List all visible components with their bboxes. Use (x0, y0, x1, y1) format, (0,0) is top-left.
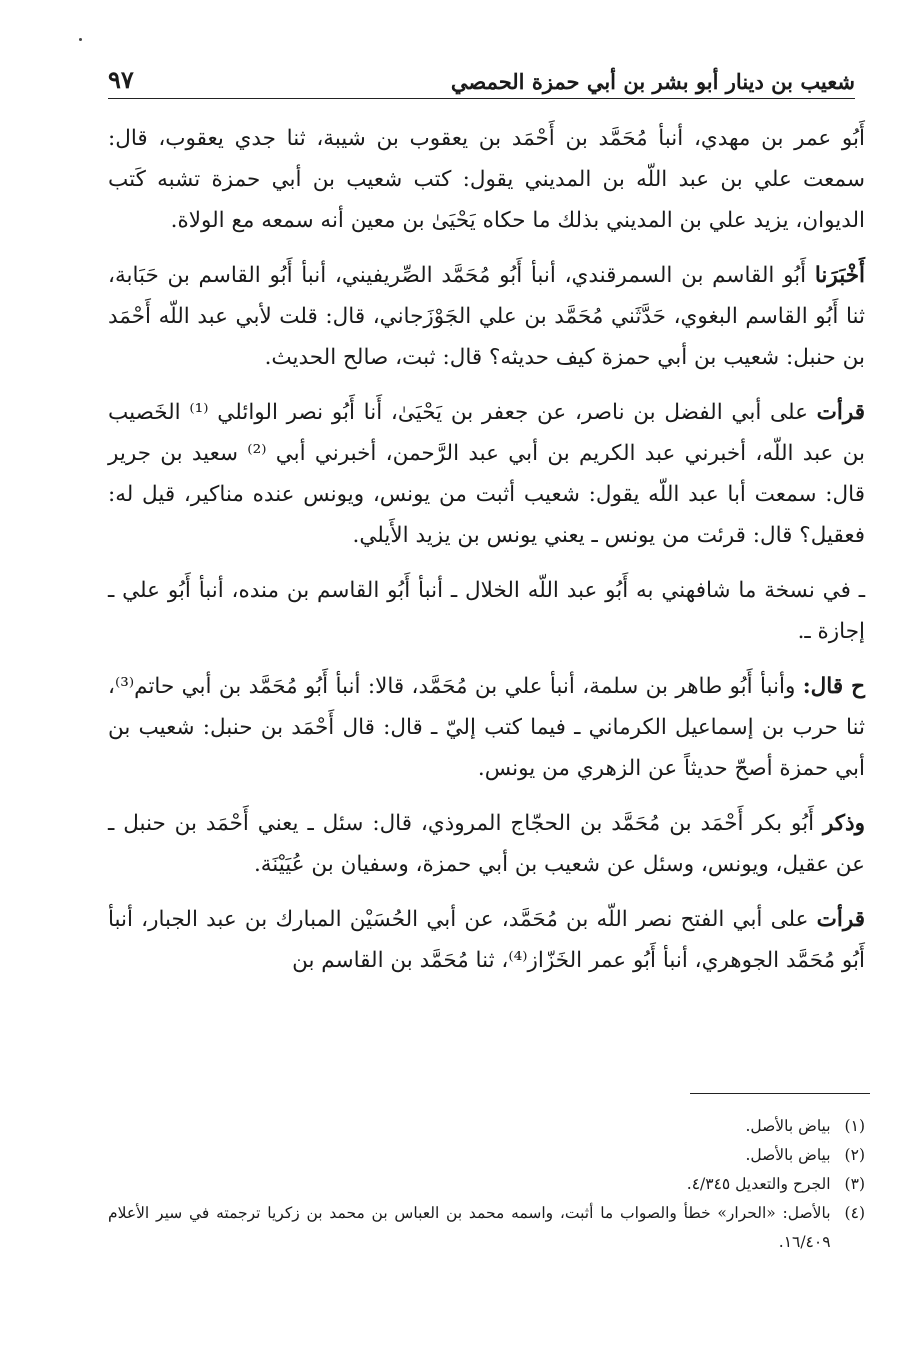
paragraph (108, 570, 865, 652)
footnote (108, 1170, 865, 1199)
paragraph (108, 392, 865, 556)
footnote (108, 1112, 865, 1141)
footnote-text: الجرح والتعديل ٤/٣٤٥. (686, 1175, 831, 1193)
footnote-text: بالأصل: «الحرار» خطأ والصواب ما أثبت، واسمه محمد بن العباس بن محمد بن زكريا ترجمته في سير الأعلام ١٦/٤٠٩. (108, 1204, 831, 1251)
paragraph-lead: ح قال: (802, 674, 865, 699)
footnote-text: بياض بالأصل. (745, 1117, 831, 1135)
paragraph (108, 666, 865, 789)
footnote-mark: (٣) (844, 1175, 865, 1193)
paragraph (108, 255, 865, 378)
main-text (108, 118, 865, 995)
paragraph (108, 899, 865, 981)
footnote (108, 1199, 865, 1257)
paragraph-text: ـ في نسخة ما شافهني به أَبُو عبد اللّه الخلال ـ أنبأ أَبُو القاسم بن منده، أنبأ أَبُو علي ـ إجازة ـ. (108, 578, 865, 644)
paragraph (108, 118, 865, 241)
paragraph (108, 803, 865, 885)
paragraph-text: على أبي الفتح نصر اللّه بن مُحَمَّد، عن أبي الحُسَيْن المبارك بن عبد الجبار، أنبأ أَبُو مُحَمَّد الجوهري، أنبأ أَبُو عمر الخَزّاز⁽⁴⁾، ثنا مُحَمَّد بن القاسم بن (108, 907, 865, 973)
footnote-mark: (٤) (844, 1204, 865, 1222)
paragraph-text: على أبي الفضل بن ناصر، عن جعفر بن يَحْيَىٰ، أَنا أَبُو نصر الوائلي ⁽¹⁾ الخَصيب بن عبد اللّه، أخبرني عبد الكريم بن أبي عبد الرَّحمن، أخبرني أبي ⁽²⁾ سعيد بن جرير قال: سمعت أبا عبد اللّه يقول: شعيب أثبت من يونس، ويونس عنده مناكير، قيل له: فعقيل؟ قال: قرئت من يونس ـ يعني يونس بن يزيد الأَيلي. (108, 400, 865, 548)
page-number: ٩٧ (108, 65, 134, 94)
paragraph-text: أَبُو بكر أَحْمَد بن مُحَمَّد بن الحجّاج المروذي، قال: سئل ـ يعني أَحْمَد بن حنبل ـ عن عقيل، ويونس، وسئل عن شعيب بن أبي حمزة، وسفيان بن عُيَيْنَة. (108, 811, 865, 877)
footnote (108, 1141, 865, 1170)
footnotes (108, 1112, 865, 1257)
paragraph-lead: أَخْبَرَنا (814, 263, 865, 288)
paragraph-lead: قرأت (816, 400, 865, 425)
page-header (108, 58, 855, 99)
paragraph-lead: قرأت (816, 907, 865, 932)
paragraph-text: وأنبأ أَبُو طاهر بن سلمة، أنبأ علي بن مُحَمَّد، قالا: أنبأ أَبُو مُحَمَّد بن أبي حاتم⁽³⁾، ثنا حرب بن إسماعيل الكرماني ـ فيما كتب إليّ ـ قال: قال أَحْمَد بن حنبل: شعيب بن أبي حمزة أصحّ حديثاً عن الزهري من يونس. (108, 674, 865, 781)
footnote-text: بياض بالأصل. (745, 1146, 831, 1164)
footnote-divider (690, 1093, 870, 1094)
paragraph-lead: وذكر (822, 811, 865, 836)
footnote-mark: (١) (844, 1117, 865, 1135)
paragraph-text: أَبُو القاسم بن السمرقندي، أنبأ أَبُو مُحَمَّد الصِّريفيني، أنبأ أَبُو القاسم بن حَبَابة، ثنا أَبُو القاسم البغوي، حَدَّثَني مُحَمَّد بن علي الجَوْزَجاني، قال: قلت لأبي عبد اللّه أَحْمَد بن حنبل: شعيب بن أبي حمزة كيف حديثه؟ قال: ثبت، صالح الحديث. (108, 263, 865, 370)
footnote-mark: (٢) (844, 1146, 865, 1164)
running-title: شعيب بن دينار أبو بشر بن أبي حمزة الحمصي (450, 69, 855, 94)
paragraph-text: أَبُو عمر بن مهدي، أنبأ مُحَمَّد بن أَحْمَد بن يعقوب بن شيبة، ثنا جدي يعقوب، قال: سمعت علي بن عبد اللّه بن المديني يقول: كتب شعيب بن أبي حمزة تشبه كَتب الديوان، يزيد علي بن المديني بذلك ما حكاه يَحْيَىٰ بن معين أنه سمعه مع الولاة. (108, 126, 865, 233)
scan-speck (79, 38, 82, 41)
